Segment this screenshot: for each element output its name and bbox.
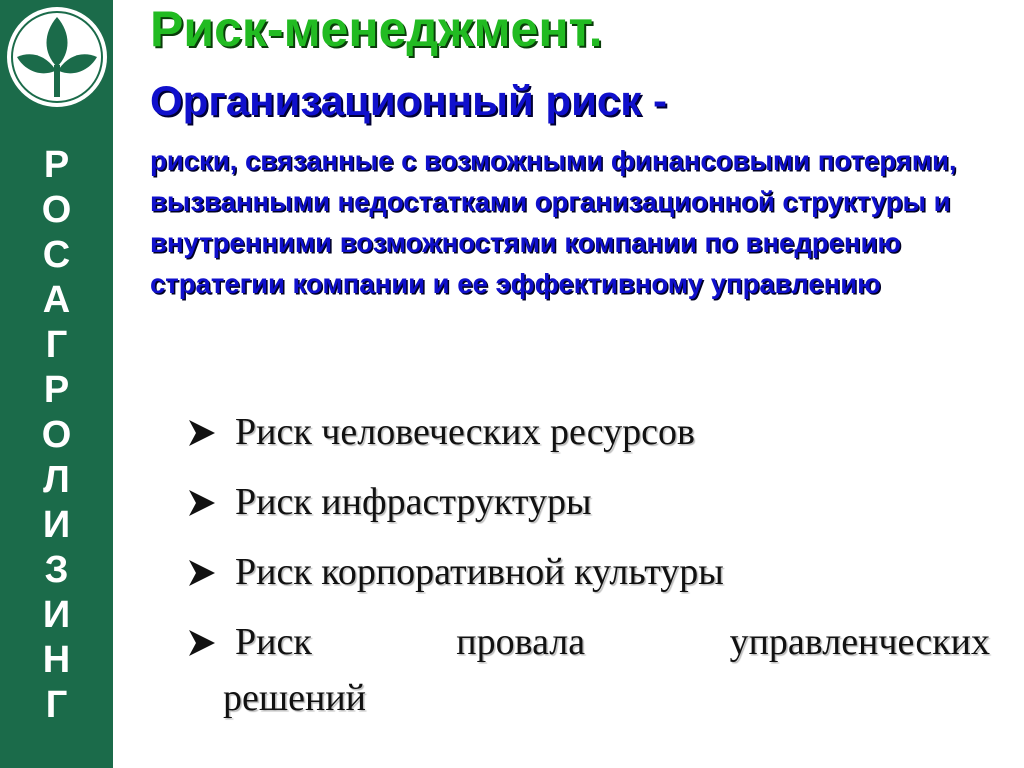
sidebar-letter: Н [42,639,71,681]
slide-subtitle: Организационный риск - [150,77,667,124]
sidebar-letter: О [41,414,72,456]
sidebar-letter: А [42,279,71,321]
rosagroleasing-leaf-logo-icon [5,5,109,109]
sidebar-letter: Г [45,324,68,366]
sidebar-letter: З [44,549,69,591]
sidebar-letter: О [41,189,72,231]
sidebar-letter: И [42,504,71,546]
sidebar-letter: Р [43,369,70,411]
sidebar-letter: С [42,234,71,276]
list-item [185,476,990,528]
list-item-text: Риск человеческих ресурсов [235,411,695,453]
list-item [185,406,990,458]
sidebar-letter: Г [45,684,68,726]
definition-text: риски, связанные с возможными финансовыми потерями, вызванными недостатками организационной структуры и внутренними возможностями компании по внедрению стратегии компании и ее эффективному управлению [150,145,957,299]
list-item-text: Риск корпоративной культуры [235,551,724,593]
sidebar-letter: И [42,594,71,636]
list-item [185,546,990,598]
list-item-text: Риск инфраструктуры [235,481,592,523]
sidebar [0,0,113,768]
sidebar-letter: Л [43,459,70,501]
company-name-vertical [0,143,113,728]
list-item-text-continuation: решений [223,677,367,719]
sidebar-letter: Р [43,144,70,186]
arrowhead-bullet-icon [185,487,219,519]
arrowhead-bullet-icon [185,557,219,589]
arrowhead-bullet-icon [185,627,219,659]
list-item-text: Риск провала управленческих [235,621,990,663]
arrowhead-bullet-icon [185,417,219,449]
slide-title: Риск-менеджмент. [150,1,603,57]
risk-list [185,406,990,746]
list-item [185,616,990,728]
